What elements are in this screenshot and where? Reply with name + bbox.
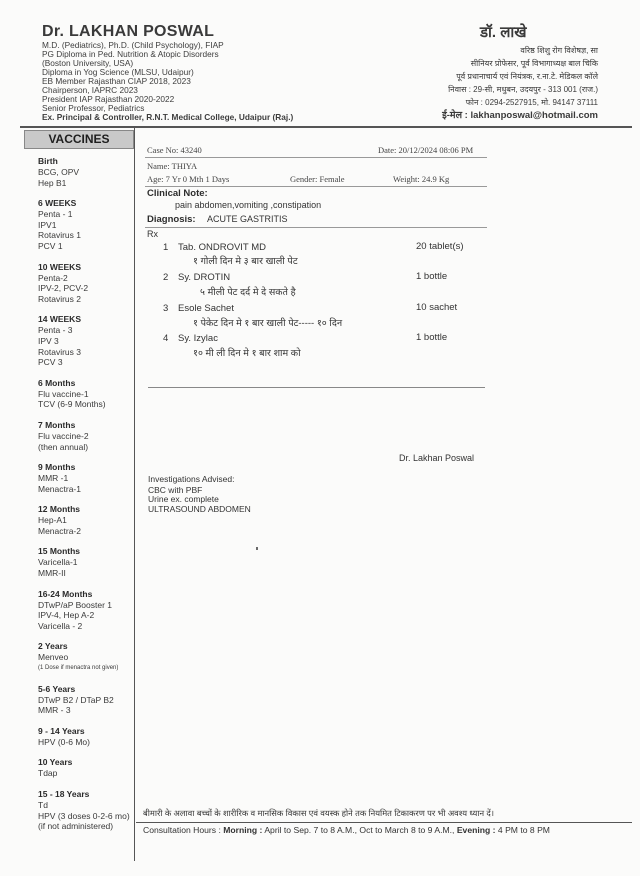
qualification-line: President IAP Rajasthan 2020-2022 bbox=[42, 94, 175, 104]
rx-item-name: Tab. ONDROVIT MD bbox=[178, 242, 266, 253]
vaccine-group bbox=[38, 789, 133, 832]
vaccine-item: TCV (6-9 Months) bbox=[38, 399, 106, 410]
vaccine-item: MMR-II bbox=[38, 568, 66, 579]
clinical-note-label: Clinical Note: bbox=[147, 188, 208, 199]
rx-item-number: 1 bbox=[163, 242, 169, 253]
vaccine-item: Hep-A1 bbox=[38, 515, 67, 526]
vaccine-item: BCG, OPV bbox=[38, 167, 80, 177]
vaccine-item: Hep B1 bbox=[38, 177, 67, 188]
hours-label: Consultation Hours : bbox=[143, 825, 221, 835]
doctor-name-hindi: डॉ. लाखे bbox=[480, 24, 527, 41]
vaccine-item: HPV (0-6 Mo) bbox=[38, 736, 90, 747]
rx-item-number: 3 bbox=[163, 303, 169, 314]
qualification-line: PG Diploma in Ped. Nutrition & Atopic Disorders bbox=[42, 49, 219, 59]
vaccine-item: Flu vaccine-2 bbox=[38, 430, 89, 441]
hindi-header-line: निवास : 29-सी, मधुबन, उदयपुर - 313 001 (राज.) bbox=[448, 85, 598, 94]
vaccine-group-heading: Birth bbox=[38, 156, 58, 166]
doctor-name: Dr. LAKHAN POSWAL bbox=[42, 23, 215, 40]
vaccine-group bbox=[38, 462, 133, 494]
vaccine-group-heading: 10 WEEKS bbox=[38, 261, 81, 272]
vaccine-group-heading: 6 Months bbox=[38, 377, 76, 388]
vaccine-group-heading: 9 Months bbox=[38, 462, 76, 473]
vaccine-item: PCV 1 bbox=[38, 240, 63, 251]
vaccine-group-heading: 2 Years bbox=[38, 641, 68, 652]
qualification-line: Chairperson, IAPRC 2023 bbox=[42, 85, 138, 95]
qualification-line: EB Member Rajasthan CIAP 2018, 2023 bbox=[42, 76, 191, 86]
patient-name: Name: THIYA bbox=[147, 161, 198, 171]
rx-label: Rx bbox=[147, 229, 158, 239]
vaccine-group bbox=[38, 314, 133, 367]
rx-item-instruction: १ गोली दिन मे ३ बार खाली पेट bbox=[193, 256, 298, 267]
investigations-label: Investigations Advised: bbox=[148, 474, 235, 484]
diagnosis-text: ACUTE GASTRITIS bbox=[207, 214, 288, 224]
vaccine-group-heading: 14 WEEKS bbox=[38, 314, 81, 325]
consultation-hours bbox=[143, 825, 550, 835]
qualification-line: (Boston University, USA) bbox=[42, 58, 134, 68]
rx-item-number: 2 bbox=[163, 272, 169, 283]
qualification-line: Senior Professor, Pediatrics bbox=[42, 103, 145, 113]
vaccine-item: Menactra-2 bbox=[38, 525, 81, 536]
ink-mark bbox=[256, 547, 258, 550]
vaccine-group bbox=[38, 378, 133, 410]
case-number: Case No: 43240 bbox=[147, 145, 202, 155]
divider bbox=[145, 227, 487, 228]
vaccine-group bbox=[38, 504, 133, 536]
vaccine-item: IPV-4, Hep A-2 bbox=[38, 610, 95, 621]
vaccine-note: (1 Dose if menactra not given) bbox=[38, 665, 119, 672]
vaccine-item: Varicella-1 bbox=[38, 557, 78, 568]
vaccine-group-heading: 5-6 Years bbox=[38, 683, 76, 694]
vaccine-group-heading: 6 WEEKS bbox=[38, 198, 77, 209]
case-date: Date: 20/12/2024 08:06 PM bbox=[378, 145, 474, 155]
investigation-item: Urine ex. complete bbox=[148, 494, 219, 504]
rx-item-instruction: १० मी ली दिन मे १ बार शाम को bbox=[193, 348, 301, 359]
vaccine-item: DTwP B2 / DTaP B2 bbox=[38, 694, 114, 705]
patient-weight: Weight: 24.9 Kg bbox=[393, 174, 450, 184]
vaccine-group-heading: 15 - 18 Years bbox=[38, 789, 90, 799]
rx-item-number: 4 bbox=[163, 333, 169, 344]
vaccine-item: (if not administered) bbox=[38, 821, 114, 832]
divider bbox=[145, 186, 487, 187]
rx-item-instruction: १ पेकेट दिन मे १ बार खाली पेट----- १० दिन bbox=[193, 318, 343, 329]
vaccine-group bbox=[38, 726, 133, 748]
investigation-item: ULTRASOUND ABDOMEN bbox=[148, 504, 251, 514]
evening-label: Evening : bbox=[456, 825, 496, 835]
vaccine-item: Penta - 1 bbox=[38, 209, 73, 220]
vaccine-item: MMR -1 bbox=[38, 473, 69, 484]
qualification-line: Ex. Principal & Controller, R.N.T. Medical College, Udaipur (Raj.) bbox=[42, 112, 294, 122]
diagnosis-label: Diagnosis: bbox=[147, 214, 196, 225]
rx-item-quantity: 1 bottle bbox=[416, 271, 448, 282]
vaccine-item: Menactra-1 bbox=[38, 483, 81, 494]
vaccine-item: Penta - 3 bbox=[38, 325, 73, 336]
vaccine-group bbox=[38, 262, 133, 305]
vaccine-item: Rotavirus 3 bbox=[38, 346, 81, 357]
rx-item-quantity: 1 bottle bbox=[416, 332, 448, 343]
divider bbox=[145, 157, 487, 158]
patient-gender: Gender: Female bbox=[290, 174, 345, 184]
vaccine-item: Td bbox=[38, 800, 48, 810]
qualification-line: Diploma in Yog Science (MLSU, Udaipur) bbox=[42, 67, 194, 77]
vaccine-item: IPV1 bbox=[38, 219, 57, 230]
vaccines-title: VACCINES bbox=[24, 130, 134, 149]
vaccine-group-heading: 15 Months bbox=[38, 546, 81, 557]
rx-item-name: Esole Sachet bbox=[178, 303, 234, 314]
hindi-header-line: वरिष्ठ शिशु रोग विशेषज्ञ, सा bbox=[520, 46, 598, 55]
vaccine-group-heading: 12 Months bbox=[38, 504, 81, 515]
hindi-header-line: सीनियर प्रोफेसर, पूर्व विभागाध्यक्ष बाल चिकि bbox=[470, 59, 598, 68]
vaccine-item: HPV (3 doses 0-2-6 mo) bbox=[38, 810, 130, 821]
footer-divider bbox=[136, 822, 632, 823]
vaccine-item: Menveo bbox=[38, 652, 69, 663]
patient-age: Age: 7 Yr 0 Mth 1 Days bbox=[147, 174, 230, 184]
vaccine-item: IPV-2, PCV-2 bbox=[38, 283, 89, 294]
sidebar-divider bbox=[134, 128, 135, 861]
vaccine-item: Rotavirus 2 bbox=[38, 293, 81, 304]
vaccine-item: IPV 3 bbox=[38, 335, 59, 346]
vaccine-item: DTwP/aP Booster 1 bbox=[38, 599, 113, 610]
vaccine-schedule bbox=[38, 156, 133, 842]
vaccine-group-heading: 7 Months bbox=[38, 419, 76, 430]
vaccine-group bbox=[38, 684, 133, 716]
vaccine-group-heading: 16-24 Months bbox=[38, 588, 93, 599]
vaccine-item: PCV 3 bbox=[38, 357, 63, 368]
vaccine-group bbox=[38, 156, 133, 188]
investigation-item: CBC with PBF bbox=[148, 485, 203, 495]
rx-item-instruction: ५ मीली पेट दर्द मे दे सकते है bbox=[200, 287, 296, 298]
vaccine-item: Tdap bbox=[38, 768, 58, 779]
header-divider bbox=[20, 126, 632, 128]
vaccine-group bbox=[38, 546, 133, 578]
morning-label: Morning : bbox=[223, 825, 263, 835]
evening-hours: 4 PM to 8 PM bbox=[497, 825, 550, 835]
hindi-header-line: ई-मेल : lakhanposwal@hotmail.com bbox=[442, 110, 598, 121]
vaccine-group bbox=[38, 589, 133, 632]
morning-hours: April to Sep. 7 to 8 A.M., Oct to March 8 to 9 A.M., bbox=[264, 825, 455, 835]
vaccine-group bbox=[38, 198, 133, 251]
hindi-header-line: पूर्व प्रधानाचार्य एवं नियंत्रक, र.ना.टे. मेडिकल कॉले bbox=[456, 72, 598, 81]
footer-hindi-note: बीमारी के अलावा बच्चों के शारीरिक व मानसिक विकास एवं वयस्क होने तक नियमित टिकाकरण पर भी अवश्य ध्यान दें। bbox=[143, 808, 494, 818]
vaccine-group bbox=[38, 641, 133, 673]
vaccine-item: Flu vaccine-1 bbox=[38, 388, 89, 399]
rx-item-quantity: 20 tablet(s) bbox=[416, 241, 464, 252]
signature-name: Dr. Lakhan Poswal bbox=[399, 453, 475, 463]
rx-item-quantity: 10 sachet bbox=[416, 302, 458, 313]
clinical-note-text: pain abdomen,vomiting ,constipation bbox=[175, 200, 322, 210]
hindi-header-line: फोन : 0294-2527915, मो. 94147 37111 bbox=[465, 98, 598, 107]
vaccine-group-heading: 10 Years bbox=[38, 757, 73, 768]
vaccine-group bbox=[38, 420, 133, 452]
rx-item-name: Sy. Izylac bbox=[178, 333, 218, 344]
divider bbox=[148, 387, 485, 388]
vaccine-item: (then annual) bbox=[38, 441, 89, 452]
qualification-line: M.D. (Pediatrics), Ph.D. (Child Psychology), FIAP bbox=[42, 40, 224, 50]
rx-item-name: Sy. DROTIN bbox=[178, 272, 231, 283]
vaccine-group bbox=[38, 757, 133, 779]
vaccine-item: Penta-2 bbox=[38, 272, 68, 283]
vaccine-group-heading: 9 - 14 Years bbox=[38, 725, 85, 736]
vaccine-item: Rotavirus 1 bbox=[38, 230, 81, 241]
vaccine-item: Varicella - 2 bbox=[38, 620, 83, 631]
vaccine-item: MMR - 3 bbox=[38, 705, 71, 716]
